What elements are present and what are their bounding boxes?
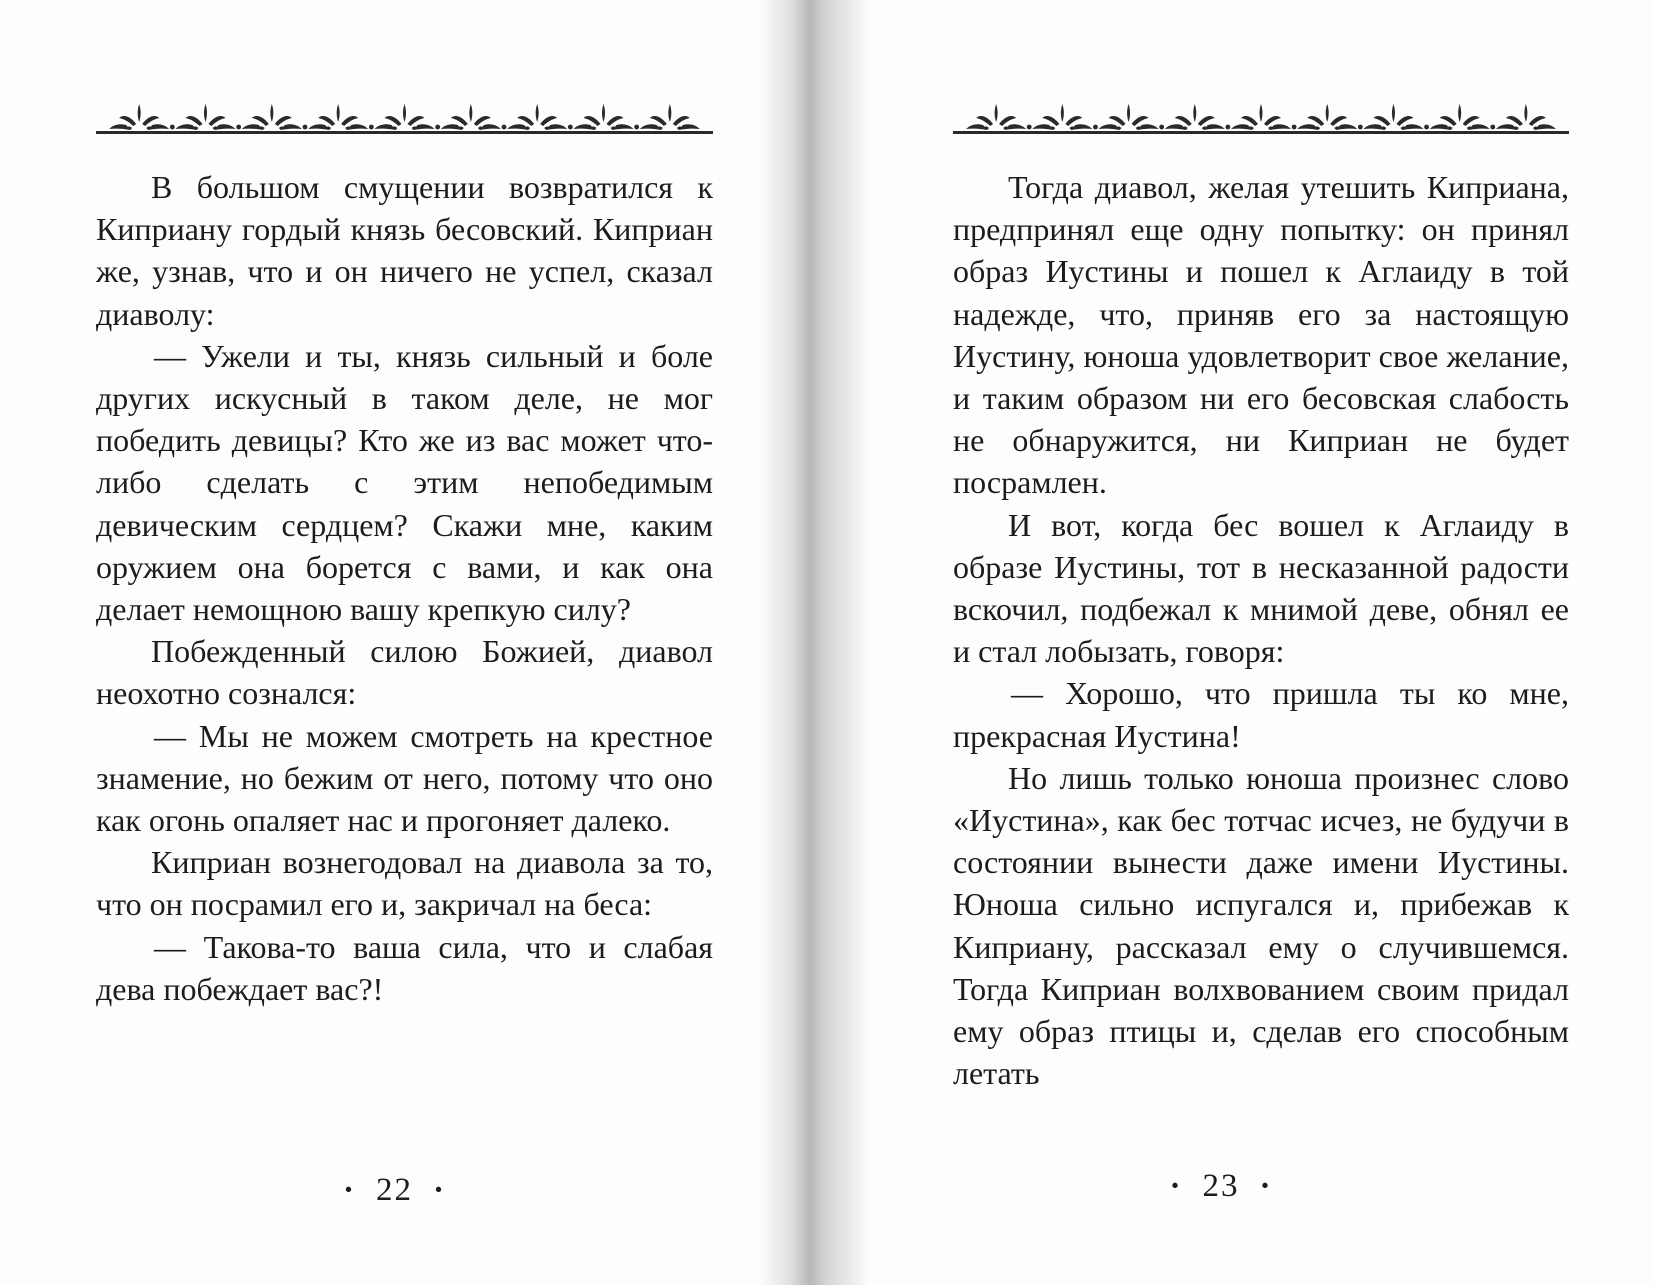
paragraph: В большом смущении возвратился к Киприану гордый князь бесовский. Киприан же, узнав, что и он ничего не успел, сказал диаволу: (96, 169, 713, 332)
left-page-text (96, 166, 713, 1010)
paragraph: Но лишь только юноша произнес слово «Иустина», как бес тотчас исчез, не будучи в состоянии вынести даже имени Иустины. Юноша сильно испугался и, прибежав к Киприану, рассказал ему о случившемся. Тогда Киприан волхвованием своим придал ему образ птицы и, сделав его способным летать (953, 759, 1569, 1092)
right-page-text (953, 166, 1569, 1094)
gutter-shadow (760, 0, 870, 1285)
paragraph: И вот, когда бес вошел к Аглаиду в образе Иустины, тот в несказанной радости вскочил, подбежал к мнимой деве, обнял ее и стал лобызать, говоря: (953, 506, 1569, 670)
paragraph: — Ужели и ты, князь сильный и боле других искусный в таком деле, не мог победить девицы? Кто же из вас может что-либо сделать с этим непобедимым девическим сердцем? Скажи мне, каким оружием она борется с вами, и как она делает немощною вашу крепкую силу? (96, 337, 713, 628)
paragraph: — Такова-то ваша сила, что и слабая дева побеждает вас?! (96, 928, 713, 1007)
paragraph: Побежденный силою Божией, диавол неохотно сознался: (96, 633, 713, 712)
left-page (96, 0, 713, 1285)
page-number: 23 (1202, 1168, 1240, 1204)
page-number: 22 (376, 1172, 413, 1208)
floral-header-border-icon (96, 98, 713, 140)
paragraph: — Мы не можем смотреть на крестное знамение, но бежим от него, потому что оно как огонь опаляет нас и прогоняет далеко. (96, 717, 713, 839)
paragraph: — Хорошо, что пришла ты ко мне, прекрасная Иустина! (953, 675, 1569, 754)
paragraph: Тогда диавол, желая утешить Киприана, предпринял еще одну попытку: он принял образ Иустины и пошел к Аглаиду в той надежде, что, приняв его за настоящую Иустину, юноша удовлетворит свое желание, и таким образом ни его бесовская слабость не обнаружится, ни Киприан не будет посрамлен. (953, 169, 1569, 501)
floral-header-border-icon (953, 98, 1569, 140)
right-page (953, 0, 1569, 1285)
paragraph: Киприан вознегодовал на диавола за то, что он посрамил его и, закричал на беса: (96, 844, 713, 923)
page-number-left: · 22 · (342, 1172, 447, 1208)
page-number-right: · 23 · (1169, 1168, 1273, 1204)
